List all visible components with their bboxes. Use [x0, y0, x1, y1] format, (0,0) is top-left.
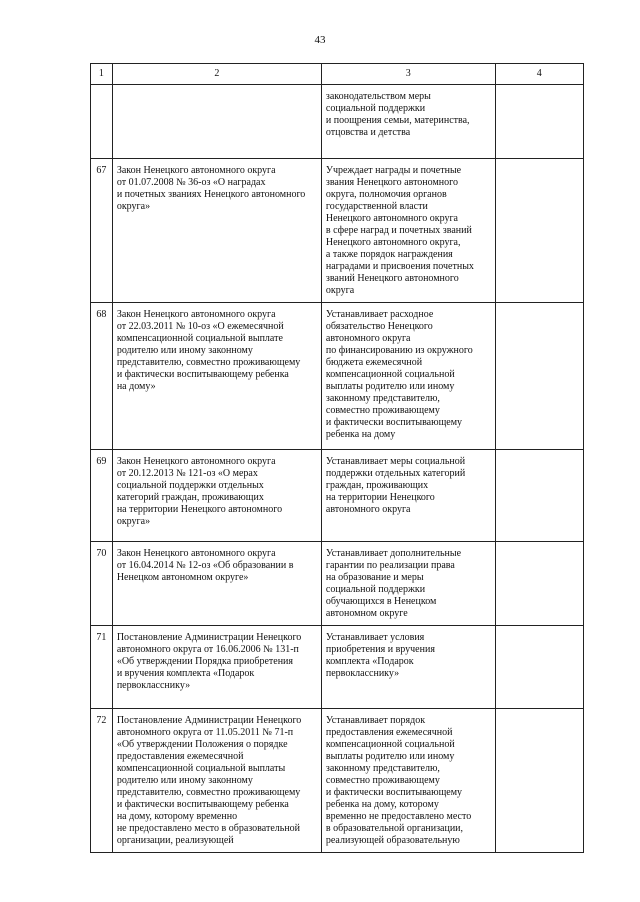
extra-cell: [495, 626, 583, 709]
extra-cell: [495, 542, 583, 626]
page-number: 43: [314, 34, 326, 46]
header-col-3: 3: [321, 64, 495, 85]
table-row: [91, 626, 584, 709]
law-cell: Закон Ненецкого автономного округа от 16.04.2014 № 12-оз «Об образовании в Ненецком автономном округе»: [112, 542, 321, 626]
extra-cell: [495, 450, 583, 542]
table-row: [91, 450, 584, 542]
row-number-cell: 67: [91, 159, 113, 303]
law-cell: Закон Ненецкого автономного округа от 01.07.2008 № 36-оз «О наградах и почетных званиях Ненецкого автономного округа»: [112, 159, 321, 303]
row-number-cell: 68: [91, 303, 113, 450]
table-row: [91, 159, 584, 303]
law-cell: Закон Ненецкого автономного округа от 22.03.2011 № 10-оз «О ежемесячной компенсационной социальной выплате родителю или иному законному представителю, совместно проживающему и фактически воспитывающему ребенка на дому»: [112, 303, 321, 450]
header-col-4: 4: [495, 64, 583, 85]
extra-cell: [495, 85, 583, 159]
extra-cell: [495, 303, 583, 450]
header-col-2: 2: [112, 64, 321, 85]
extra-cell: [495, 709, 583, 853]
table-row: [91, 303, 584, 450]
description-cell: законодательством меры социальной поддержки и поощрения семьи, материнства, отцовства и детства: [321, 85, 495, 159]
row-number-cell: 71: [91, 626, 113, 709]
table-header-row: [91, 64, 584, 85]
law-cell: [112, 85, 321, 159]
description-cell: Учреждает награды и почетные звания Ненецкого автономного округа, полномочия органов государственной власти Ненецкого автономного округа в сфере наград и почетных званий Ненецкого автономного округа, а также порядок награждения наградами и присвоения почетных званий Ненецкого автономного округа: [321, 159, 495, 303]
law-cell: Постановление Администрации Ненецкого автономного округа от 11.05.2011 № 71-п «Об утверждении Положения о порядке предоставления ежемесячной компенсационной социальной выплаты родителю или иному законному представителю, совместно проживающему и фактически воспитывающему ребенка на дому, которому временно не предоставлено место в образовательной организации, реализующей: [112, 709, 321, 853]
row-number-cell: 72: [91, 709, 113, 853]
description-cell: Устанавливает условия приобретения и вручения комплекта «Подарок первокласснику»: [321, 626, 495, 709]
description-cell: Устанавливает дополнительные гарантии по реализации права на образование и меры социальной поддержки обучающихся в Ненецком автономном округе: [321, 542, 495, 626]
description-cell: Устанавливает меры социальной поддержки отдельных категорий граждан, проживающих на территории Ненецкого автономного округа: [321, 450, 495, 542]
law-cell: Закон Ненецкого автономного округа от 20.12.2013 № 121-оз «О мерах социальной поддержки отдельных категорий граждан, проживающих на территории Ненецкого автономного округа»: [112, 450, 321, 542]
row-number-cell: [91, 85, 113, 159]
description-cell: Устанавливает порядок предоставления ежемесячной компенсационной социальной выплаты родителю или иному законному представителю, совместно проживающему и фактически воспитывающему ребенка на дому, которому временно не предоставлено место в образовательной организации, реализующей образовательную: [321, 709, 495, 853]
description-cell: Устанавливает расходное обязательство Ненецкого автономного округа по финансированию из окружного бюджета ежемесячной компенсационной социальной выплаты родителю или иному законному представителю, совместно проживающему и фактически воспитывающему ребенка на дому: [321, 303, 495, 450]
row-number-cell: 70: [91, 542, 113, 626]
law-cell: Постановление Администрации Ненецкого автономного округа от 16.06.2006 № 131-п «Об утверждении Порядка приобретения и вручения комплекта «Подарок первокласснику»: [112, 626, 321, 709]
table-row: [91, 542, 584, 626]
extra-cell: [495, 159, 583, 303]
table-row: [91, 709, 584, 853]
table-row-continuation: [91, 85, 584, 159]
row-number-cell: 69: [91, 450, 113, 542]
legislation-table: [90, 63, 584, 853]
header-col-1: 1: [91, 64, 113, 85]
